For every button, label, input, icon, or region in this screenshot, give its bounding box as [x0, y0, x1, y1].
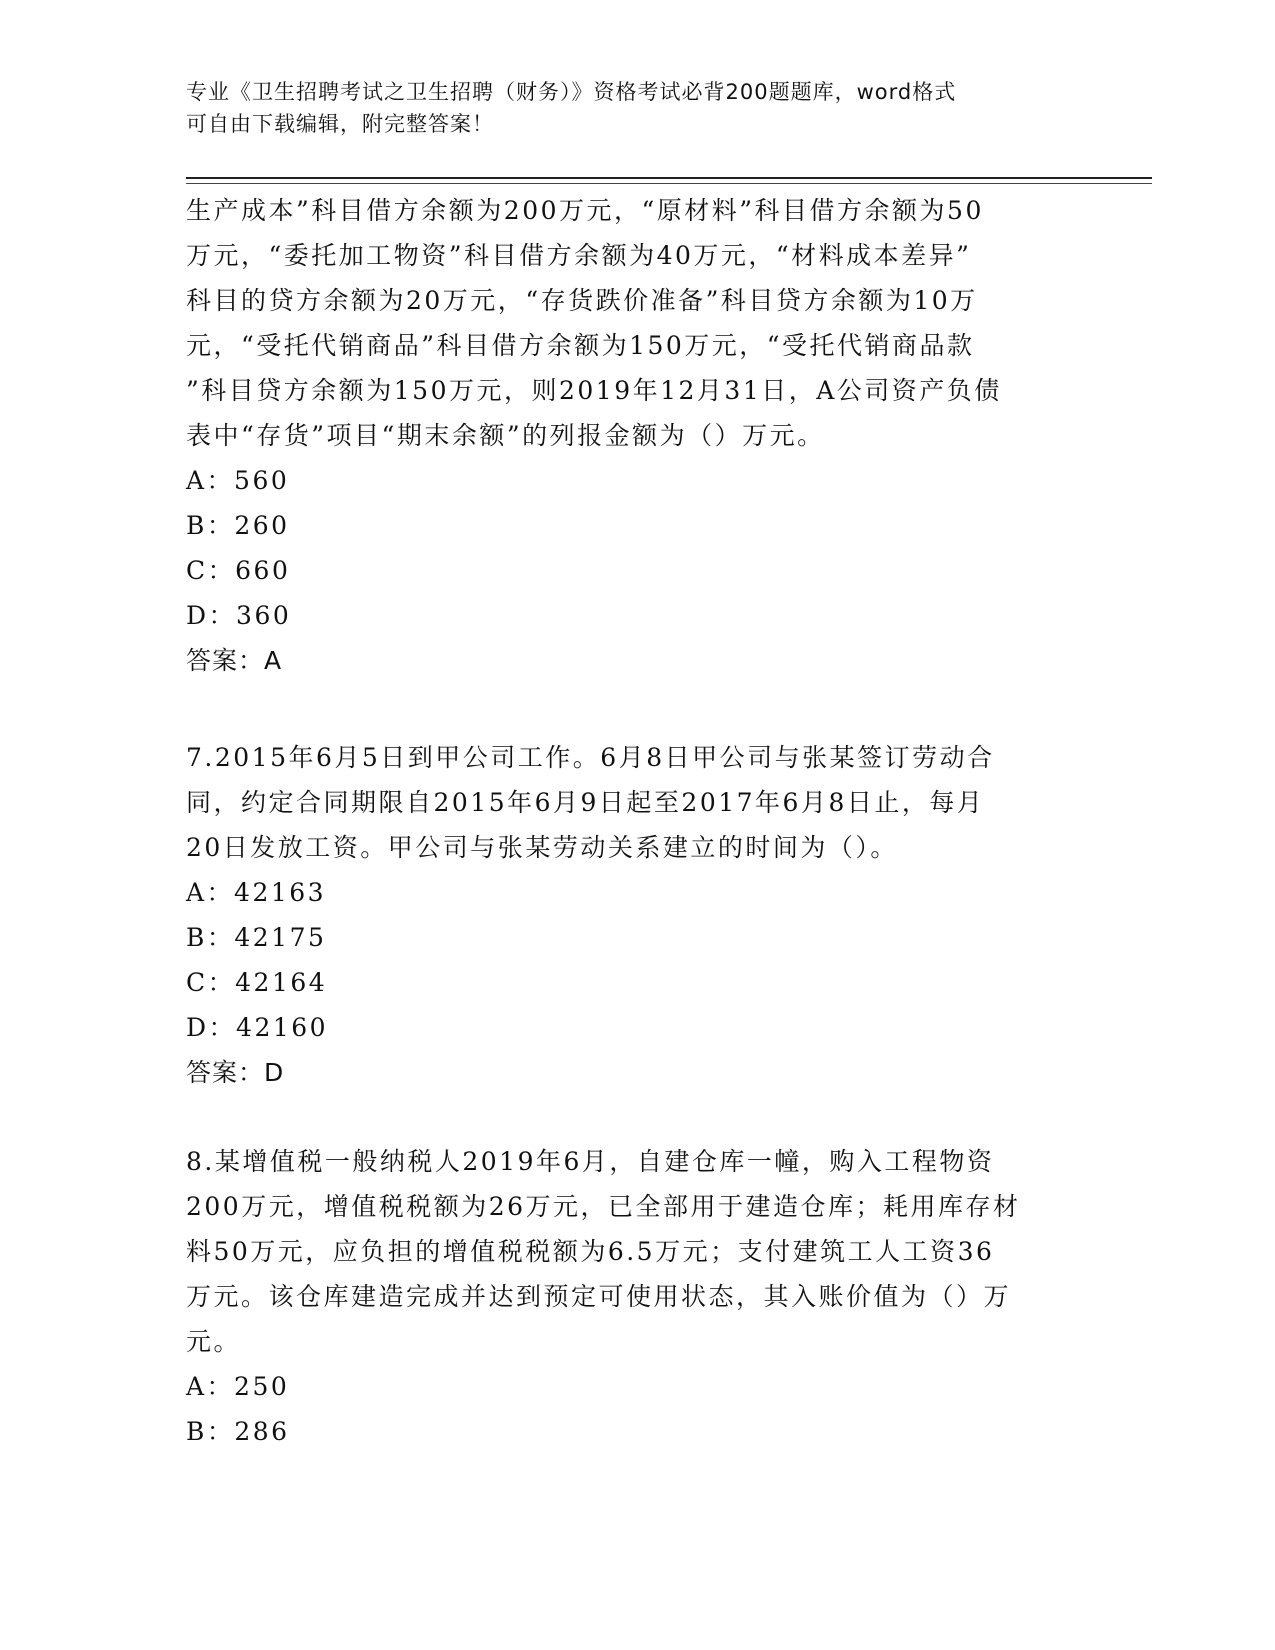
header-divider-thick [186, 177, 1152, 179]
question-8 [186, 1139, 1066, 1454]
question-7-option-c: C：42164 [186, 968, 328, 997]
question-7 [186, 735, 1066, 1095]
question-7-line: 20日发放工资。甲公司与张某劳动关系建立的时间为（）。 [186, 833, 898, 862]
question-7-line: 7.2015年6月5日到甲公司工作。6月8日甲公司与张某签订劳动合 [186, 743, 995, 772]
question-7-answer: 答案：D [186, 1058, 285, 1087]
question-7-option-b: B：42175 [186, 923, 327, 952]
question-8-line: 元。 [186, 1327, 242, 1356]
question-6 [186, 188, 1066, 683]
header-line-2: 可自由下载编辑，附完整答案！ [186, 112, 494, 136]
question-7-option-a: A：42163 [186, 878, 327, 907]
document-header [186, 76, 1066, 140]
question-8-option-b: B：286 [186, 1417, 290, 1446]
header-divider-thin [186, 183, 1152, 184]
header-line-1: 专业《卫生招聘考试之卫生招聘（财务）》资格考试必背200题题库，word格式 [186, 80, 957, 104]
question-6-answer: 答案：A [186, 646, 283, 675]
question-6-line: 万元，“委托加工物资”科目借方余额为40万元，“材料成本差异” [186, 241, 972, 270]
question-8-line: 料50万元，应负担的增值税税额为6.5万元；支付建筑工人工资36 [186, 1237, 995, 1266]
question-6-option-d: D：360 [186, 601, 292, 630]
question-7-option-d: D：42160 [186, 1013, 329, 1042]
question-6-line: 元，“受托代销商品”科目借方余额为150万元，“受托代销商品款 [186, 331, 975, 360]
question-6-option-a: A：560 [186, 466, 290, 495]
question-8-line: 万元。该仓库建造完成并达到预定可使用状态，其入账价值为（）万 [186, 1282, 1012, 1311]
question-6-line: 生产成本”科目借方余额为200万元，“原材料”科目借方余额为50 [186, 196, 984, 225]
question-7-line: 同，约定合同期限自2015年6月9日起至2017年6月8日止，每月 [186, 788, 985, 817]
question-8-option-a: A：250 [186, 1372, 290, 1401]
question-6-option-c: C：660 [186, 556, 291, 585]
question-6-option-b: B：260 [186, 511, 290, 540]
question-6-line: 科目的贷方余额为20万元，“存货跌价准备”科目贷方余额为10万 [186, 286, 978, 315]
question-6-line: ”科目贷方余额为150万元，则2019年12月31日，A公司资产负债 [186, 376, 1002, 405]
question-8-line: 8.某增值税一般纳税人2019年6月，自建仓库一幢，购入工程物资 [186, 1147, 995, 1176]
question-8-line: 200万元，增值税税额为26万元，已全部用于建造仓库；耗用库存材 [186, 1192, 1021, 1221]
question-6-line: 表中“存货”项目“期末余额”的列报金额为（）万元。 [186, 421, 825, 450]
